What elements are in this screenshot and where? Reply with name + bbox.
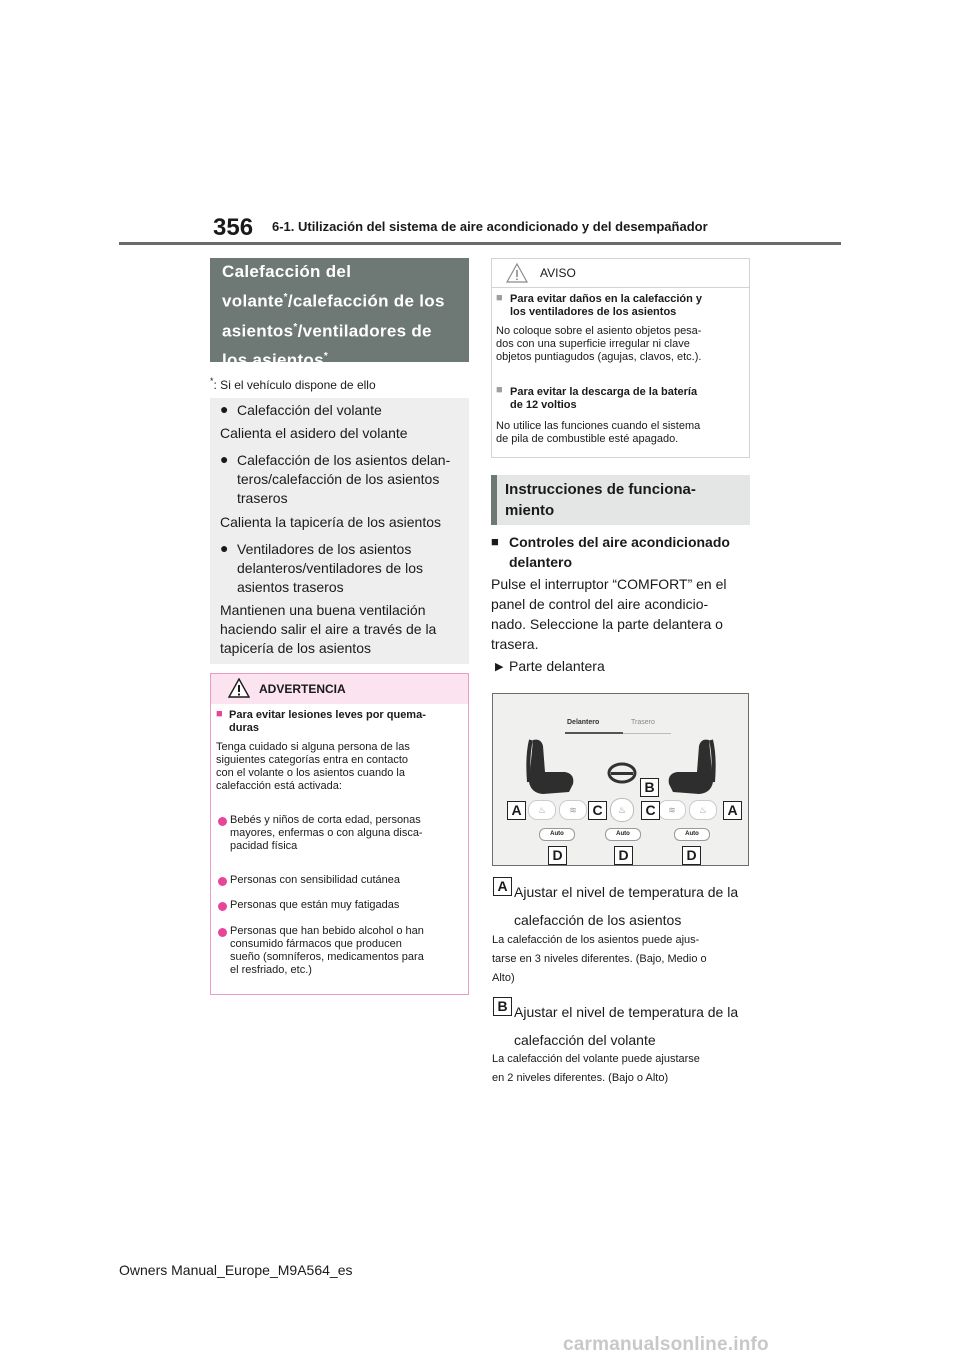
feature-description: Calienta la tapicería de los asientos [220,514,442,530]
steering-heater-button[interactable]: ♨ [610,798,634,822]
title-line-3: asientos*/ventiladores de [222,321,432,341]
auto-button-right[interactable]: Auto [674,828,710,841]
page-number: 356 [213,214,254,241]
bullet-icon: ● [220,451,229,467]
tab-front: Delantero [567,719,600,726]
auto-button-steering[interactable]: Auto [605,828,641,841]
feature-description: Calienta el asidero del volante [220,425,408,441]
feature-title: Calefacción del volante [237,402,382,418]
bullet-icon [218,877,227,886]
item-a-description: La calefacción de los asientos puede ajus- tarse en 3 niveles diferentes. (Bajo, Medio o Alto) [492,934,707,984]
warning-triangle-icon [228,678,250,698]
tab-rear: Trasero [631,719,655,726]
instructions-heading-box [491,475,750,525]
item-label-b: B [493,997,512,1016]
notice-heading: Para evitar daños en la calefacción y los ventiladores de los asientos [510,293,702,318]
heading-accent-bar [491,475,497,525]
steering-wheel-icon [607,762,637,784]
warning-title: ADVERTENCIA [259,682,346,696]
callout-c-left: C [588,801,607,820]
notice-box [491,258,750,458]
warning-header [211,674,468,704]
callout-d-right: D [682,846,701,865]
bullet-icon [218,928,227,937]
notice-body: No utilice las funciones cuando el sistema de pila de combustible esté apagado. [496,420,701,445]
bullet-icon [218,817,227,826]
tab-underline [623,733,671,734]
feature-title: Calefacción de los asientos delan- teros/calefacción de los asientos traseros [237,452,451,506]
bullet-icon: ● [220,401,229,417]
square-bullet-icon: ■ [216,708,223,720]
callout-d-left: D [548,846,567,865]
auto-button-left[interactable]: Auto [539,828,575,841]
bullet-icon: ● [220,540,229,556]
manual-id: Owners Manual_Europe_M9A564_es [119,1262,353,1278]
warning-bullet: Personas con sensibilidad cutánea [230,874,401,886]
callout-b: B [640,778,659,797]
seat-fan-button-right[interactable]: ≋ [658,800,686,820]
header-divider [119,242,841,245]
callout-c-right: C [641,801,660,820]
topic-title-box [210,258,469,370]
triangle-bullet-icon: ▶ [495,661,504,673]
item-label-a: A [493,877,512,896]
warning-heading: Para evitar lesiones leves por quema- duras [229,709,426,734]
notice-heading: Para evitar la descarga de la batería de 12 voltios [510,386,698,411]
item-b-description: La calefacción del volante puede ajustarse en 2 niveles diferentes. (Bajo o Alto) [492,1053,700,1084]
warning-box [210,673,469,995]
notice-header [492,259,749,288]
warning-body: Tenga cuidado si alguna persona de las siguientes categorías entra en contacto con el volante o los asientos cuando la calefacción está activada: [216,741,410,792]
title-line-1: Calefacción del [222,262,352,281]
section-title: 6-1. Utilización del sistema de aire acondicionado y del desempañador [272,219,708,234]
warning-bullet: Personas que han bebido alcohol o han consumido fármacos que producen sueño (somníferos, medicamentos para el resfriado, etc.) [230,925,424,976]
feature-list-panel [210,398,469,664]
square-bullet-icon: ■ [496,292,503,304]
item-a-title: Ajustar el nivel de temperatura de la calefacción de los asientos [514,884,739,928]
callout-a-right: A [723,801,742,820]
control-panel-illustration [492,693,749,866]
callout-a-left: A [507,801,526,820]
square-bullet-icon: ■ [496,384,503,396]
caution-triangle-icon [506,263,528,283]
footnote: *: Si el vehículo dispone de ello [210,376,376,392]
feature-description: Mantienen una buena ventilación haciendo salir el aire a través de la tapicería de los asientos [220,602,437,656]
item-b-title: Ajustar el nivel de temperatura de la calefacción del volante [514,1004,739,1048]
controls-heading: Controles del aire acondicionado delantero [509,534,730,570]
seat-heater-button-right[interactable]: ♨ [689,800,717,820]
sub-heading: Parte delantera [509,658,605,674]
right-seat-icon [661,738,717,796]
title-line-4: los asientos* [222,350,329,370]
bullet-icon [218,902,227,911]
notice-title: AVISO [540,266,576,280]
title-line-2: volante*/calefacción de los [222,291,445,311]
controls-description: Pulse el interruptor “COMFORT” en el panel de control del aire acondicio- nado. Seleccione la parte delantera o trasera. [491,576,727,652]
instructions-heading: Instrucciones de funciona- miento [505,481,696,519]
feature-title: Ventiladores de los asientos delanteros/ventiladores de los asientos traseros [237,541,424,595]
callout-d-center: D [614,846,633,865]
warning-bullet: Bebés y niños de corta edad, personas mayores, enfermas o con alguna disca- pacidad física [230,814,423,852]
watermark[interactable]: carmanualsonline.info [563,1334,769,1355]
tab-indicator [565,732,623,734]
warning-bullet: Personas que están muy fatigadas [230,899,400,911]
seat-heater-button-left[interactable]: ♨ [528,800,556,820]
notice-body: No coloque sobre el asiento objetos pesa- dos con una superficie irregular ni clave objetos puntiagudos (agujas, clavos, etc.). [496,325,702,363]
square-bullet-icon: ■ [491,534,499,549]
left-seat-icon [525,738,581,796]
seat-fan-button-left[interactable]: ≋ [559,800,587,820]
